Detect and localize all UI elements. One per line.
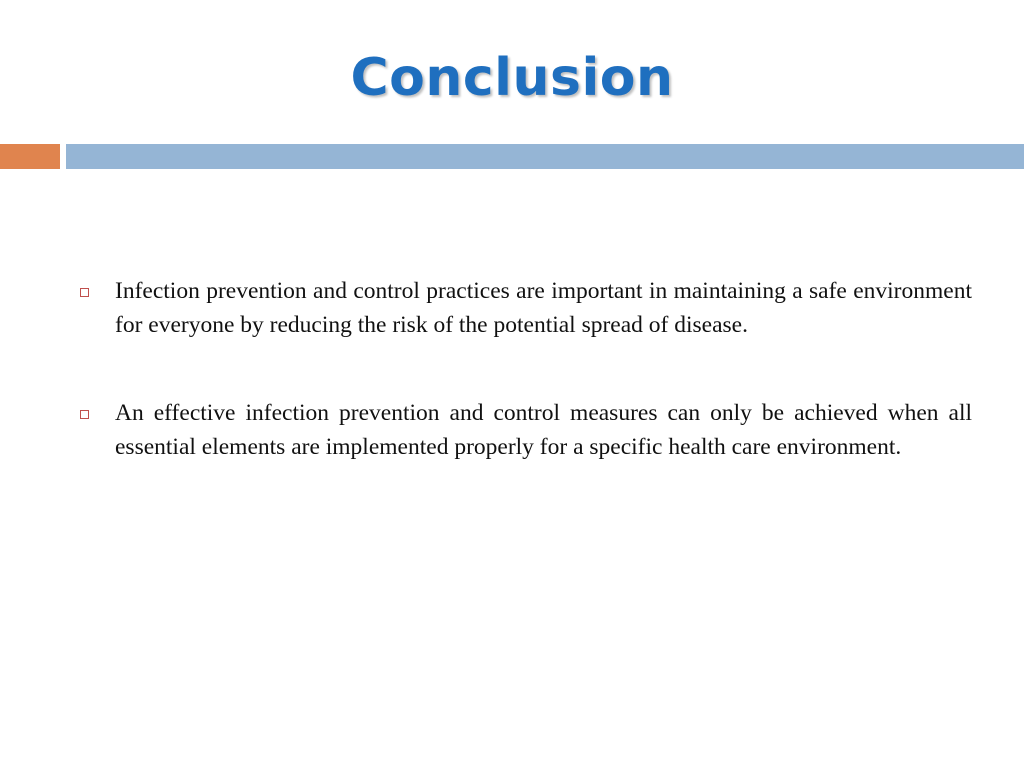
bullet-list bbox=[80, 274, 972, 518]
square-bullet-icon bbox=[80, 288, 89, 297]
bullet-text: An effective infection prevention and control measures can only be achieved when all essential elements are implemented properly for a specific health care environment. bbox=[115, 400, 972, 460]
bullet-item bbox=[80, 274, 972, 342]
accent-bar-orange bbox=[0, 144, 60, 169]
bullet-item bbox=[80, 396, 972, 464]
slide-title: Conclusion bbox=[350, 48, 674, 108]
square-bullet-icon bbox=[80, 410, 89, 419]
bullet-text: Infection prevention and control practices are important in maintaining a safe environment for everyone by reducing the risk of the potential spread of disease. bbox=[115, 278, 972, 338]
accent-bar-blue bbox=[66, 144, 1024, 169]
